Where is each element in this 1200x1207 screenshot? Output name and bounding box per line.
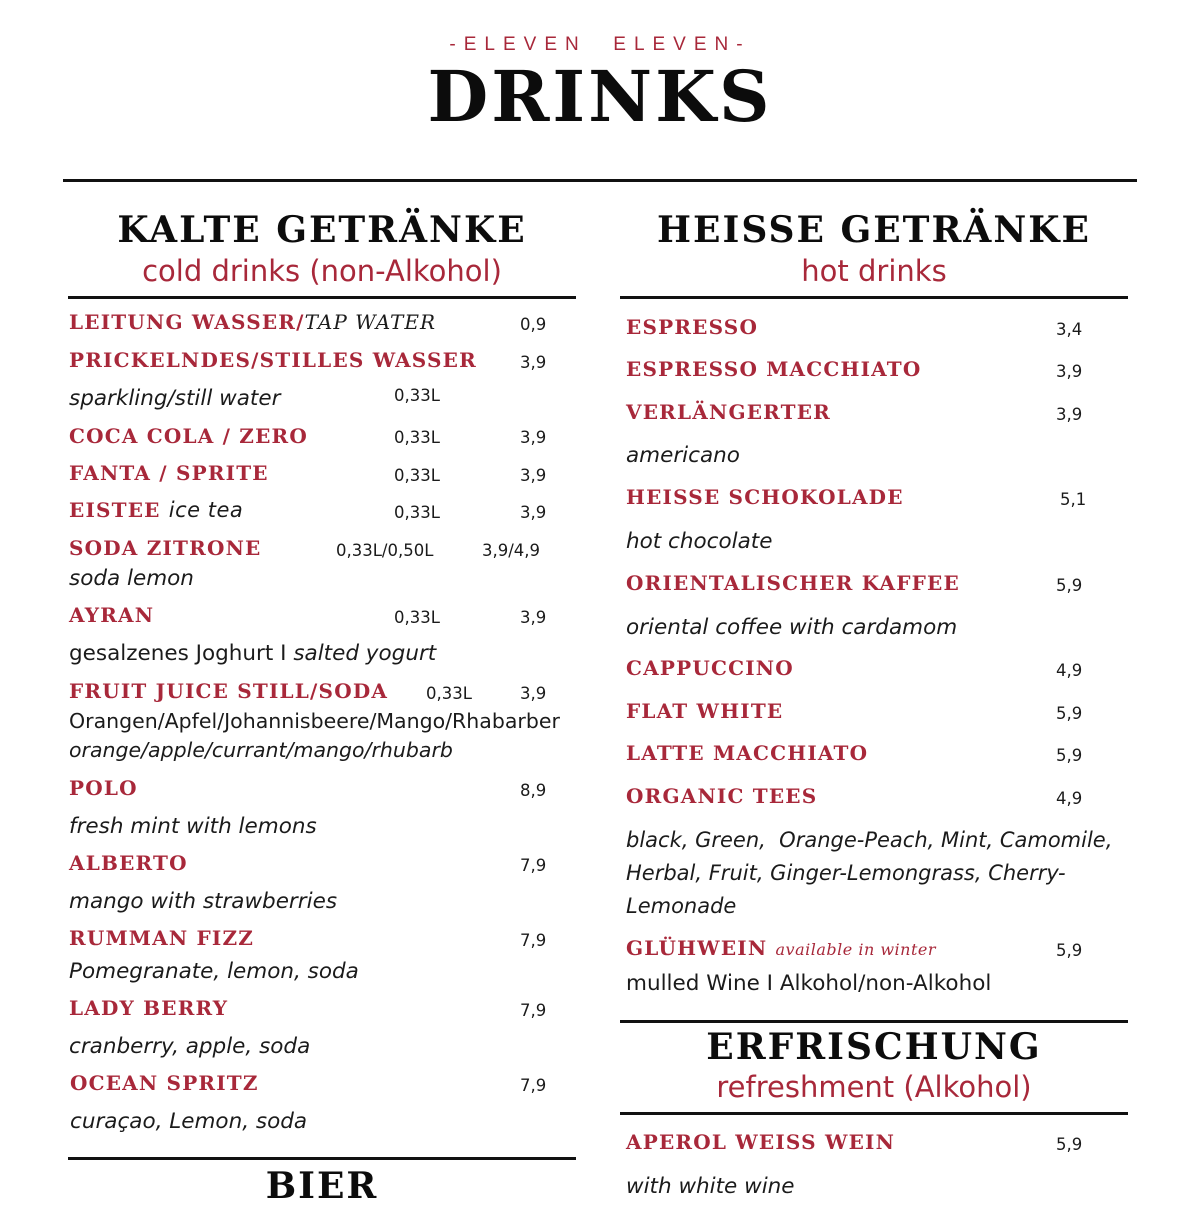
- menu-item-note: available in winter: [775, 940, 936, 959]
- menu-item-name-de: GLÜHWEIN: [626, 936, 768, 960]
- menu-item-name: VERLÄNGERTER: [626, 400, 831, 424]
- menu-item-name: COCA COLA / ZERO: [69, 424, 308, 448]
- menu-item-inline-description: ice tea: [168, 498, 244, 522]
- refresh-section-divider: [620, 1112, 1128, 1115]
- menu-item-name: ALBERTO: [69, 851, 188, 875]
- menu-item-description: curaçao, Lemon, soda: [70, 1109, 308, 1134]
- bier-section-title: BIER: [265, 1165, 379, 1207]
- menu-item-name: FRUIT JUICE STILL/SODA: [69, 679, 389, 703]
- menu-item-name-de: EISTEE: [69, 498, 161, 522]
- menu-item-price: 4,9: [1056, 789, 1083, 808]
- menu-item-description: Lemonade: [626, 894, 737, 918]
- menu-item-price: 5,9: [1056, 941, 1083, 960]
- menu-item-name: AYRAN: [69, 603, 155, 627]
- menu-item-size: 0,33L: [426, 684, 472, 703]
- menu-item-description: mulled Wine I Alkohol/non-Alkohol: [626, 971, 992, 996]
- menu-item-description-de: gesalzenes Joghurt I: [69, 641, 294, 666]
- menu-item-price: 5,1: [1060, 490, 1087, 509]
- menu-item-name: HEISSE SCHOKOLADE: [626, 485, 904, 509]
- menu-item-size: 0,33L: [394, 386, 440, 405]
- menu-item-description: Herbal, Fruit, Ginger-Lemongrass, Cherry-: [626, 861, 1066, 885]
- menu-item-description: Pomegranate, lemon, soda: [69, 959, 359, 984]
- menu-item-description: cranberry, apple, soda: [69, 1034, 311, 1059]
- bier-section-divider: [68, 1157, 576, 1160]
- menu-item-description: oriental coffee with cardamom: [626, 615, 958, 640]
- refresh-section-title: ERFRISCHUNG: [706, 1026, 1042, 1068]
- menu-item-description: fresh mint with lemons: [69, 814, 317, 839]
- menu-item-price: 3,9: [1056, 362, 1083, 381]
- menu-item-name-de: LEITUNG WASSER/: [69, 310, 305, 334]
- menu-item-name: [626, 938, 936, 958]
- menu-item-description: orange/apple/currant/mango/rhubarb: [69, 738, 453, 762]
- menu-item-description: mango with strawberries: [69, 889, 338, 914]
- menu-item-name: SODA ZITRONE: [69, 536, 262, 560]
- menu-item-price: 7,9: [520, 1076, 547, 1095]
- menu-item-name: ORIENTALISCHER KAFFEE: [626, 571, 960, 595]
- refresh-section-divider-top: [620, 1020, 1128, 1023]
- menu-item-price: 3,9: [520, 608, 547, 627]
- menu-item-name: LADY BERRY: [69, 996, 229, 1020]
- menu-item-price: 8,9: [520, 781, 547, 800]
- menu-item-price: 5,9: [1056, 576, 1083, 595]
- menu-item-price: 3,9: [520, 466, 547, 485]
- menu-item-price: 5,9: [1056, 704, 1083, 723]
- menu-item-price: 3,9: [520, 684, 547, 703]
- menu-item-name: ESPRESSO: [626, 315, 759, 339]
- menu-item-price: 7,9: [520, 856, 547, 875]
- hot-section-title: HEISSE GETRÄNKE: [657, 209, 1091, 251]
- cold-section-title: KALTE GETRÄNKE: [117, 209, 527, 251]
- menu-item-description-en: salted yogurt: [293, 641, 437, 666]
- menu-item-description: Orangen/Apfel/Johannisbeere/Mango/Rhabarber: [69, 709, 560, 733]
- menu-item-name-en: TAP WATER: [304, 310, 437, 334]
- hot-section-divider: [620, 296, 1128, 299]
- menu-item-price: 4,9: [1056, 661, 1083, 680]
- menu-item-description: black, Green, Orange-Peach, Mint, Camomile,: [626, 828, 1113, 852]
- menu-item-name: [69, 312, 436, 332]
- menu-item-name: APEROL WEISS WEIN: [626, 1130, 896, 1154]
- menu-item-price: 3,9/4,9: [482, 541, 541, 560]
- menu-item-price: 3,9: [1056, 405, 1083, 424]
- menu-item-price: 3,4: [1056, 320, 1083, 339]
- menu-item-name: POLO: [69, 776, 138, 800]
- menu-item-description: americano: [626, 443, 740, 468]
- menu-item-price: 0,9: [520, 315, 547, 334]
- menu-item-price: 3,9: [520, 353, 547, 372]
- menu-item-name: LATTE MACCHIATO: [626, 741, 869, 765]
- page-title: DRINKS: [427, 55, 773, 138]
- menu-item-name: ORGANIC TEES: [626, 784, 818, 808]
- menu-item-size: 0,33L: [394, 608, 440, 627]
- menu-item-price: 5,9: [1056, 1135, 1083, 1154]
- menu-item-size: 0,33L: [394, 503, 440, 522]
- menu-item-name: CAPPUCCINO: [626, 656, 794, 680]
- menu-item-price: 7,9: [520, 931, 547, 950]
- refresh-section-subtitle: refreshment (Alkohol): [716, 1070, 1032, 1104]
- menu-item-name: RUMMAN FIZZ: [69, 926, 255, 950]
- menu-item-size: 0,33L: [394, 466, 440, 485]
- header-divider: [63, 179, 1137, 182]
- menu-item-size: 0,33L/0,50L: [336, 541, 434, 560]
- cold-section-subtitle: cold drinks (non-Alkohol): [142, 254, 502, 288]
- menu-item-name: OCEAN SPRITZ: [70, 1071, 259, 1095]
- menu-item-name: FANTA / SPRITE: [69, 461, 269, 485]
- menu-item-name: [69, 500, 243, 521]
- menu-item-price: 5,9: [1056, 746, 1083, 765]
- hot-section-subtitle: hot drinks: [801, 254, 947, 288]
- menu-item-name: PRICKELNDES/STILLES WASSER: [69, 348, 477, 372]
- cold-section-divider: [68, 296, 576, 299]
- menu-item-size: 0,33L: [394, 428, 440, 447]
- menu-item-description: sparkling/still water: [69, 386, 281, 411]
- menu-item-description: soda lemon: [69, 566, 194, 591]
- menu-item-description: with white wine: [626, 1174, 795, 1199]
- menu-item-description: [69, 643, 436, 665]
- menu-item-name: FLAT WHITE: [626, 699, 784, 723]
- brand-name: -ELEVEN ELEVEN-: [449, 34, 751, 55]
- menu-item-price: 7,9: [520, 1001, 547, 1020]
- menu-item-name: ESPRESSO MACCHIATO: [626, 357, 922, 381]
- menu-item-price: 3,9: [520, 428, 547, 447]
- menu-item-price: 3,9: [520, 503, 547, 522]
- menu-item-description: hot chocolate: [626, 529, 773, 554]
